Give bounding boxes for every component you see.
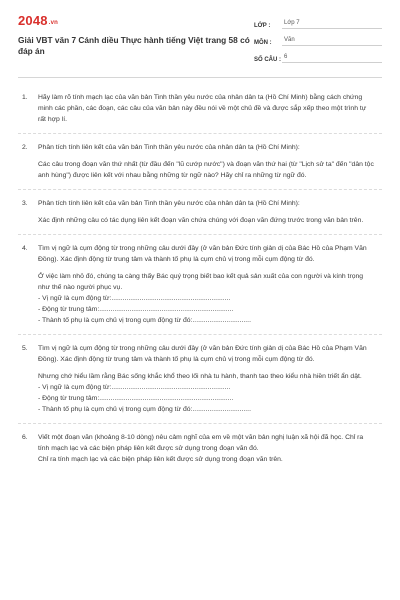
answer-line: - Vị ngữ là cụm động từ:............................................................... [38,384,231,391]
meta-value: 6 [282,53,382,63]
question-subtext: Các câu trong đoạn văn thứ nhất (từ đầu đến "lũ cướp nước") và đoạn văn thứ hai (từ "Lịch sử ta" đến "dân tộc anh hùng") được liên kết với nhau bằng những từ ngữ nào? Hãy chỉ ra những từ ngữ đó. [38,161,374,179]
question-separator [18,423,382,424]
site-logo[interactable] [18,14,250,30]
question-text: Phân tích tính liên kết của văn bản Tinh thần yêu nước của nhân dân ta (Hồ Chí Minh): [38,200,300,207]
question-number: 6. [22,434,28,441]
question-number: 2. [22,144,28,151]
question-text: Hãy làm rõ tính mạch lạc của văn bản Tinh thần yêu nước của nhân dân ta (Hồ Chí Minh) bằng cách chứng minh các phần, các đoạn, các câu của văn bản này đều nói về một chủ đề và được sắp xếp theo một trình tự rất hợp lí. [38,94,367,123]
answer-line: - Động từ trung tâm:....................................................................... [38,395,234,402]
meta-label: MÔN : [254,40,272,46]
question-4 [18,243,382,326]
question-tail: Chỉ ra tính mạch lạc và các biện pháp liên kết được sử dụng trong đoạn văn trên. [38,456,283,463]
question-number: 5. [22,345,28,352]
meta-row-subject [254,33,382,46]
meta-value: Lớp 7 [282,19,382,29]
meta-row-grade [254,16,382,29]
question-subtext: Nhưng chớ hiểu lầm rằng Bác sống khắc khổ theo lối nhà tu hành, thanh tao theo kiểu nhà hiền triết ẩn dật. [38,373,362,380]
meta-info [254,16,382,67]
document-title: Giải VBT văn 7 Cánh diều Thực hành tiếng Việt trang 58 có đáp án [18,35,250,56]
question-number: 3. [22,200,28,207]
question-text: Viết một đoạn văn (khoảng 8-10 dòng) nêu cảm nghĩ của em về một văn bản nghị luận xã hội đã học. Chỉ ra tính mạch lạc và các biện pháp liên kết được sử dụng trong đoạn văn đó. [38,434,364,452]
question-3 [18,198,382,226]
question-separator [18,133,382,134]
question-6 [18,432,382,465]
meta-label: LỚP : [254,23,271,29]
meta-label: SỐ CÂU : [254,57,281,63]
header-left [18,14,250,67]
meta-value: Văn [282,36,382,46]
answer-line: - Thành tố phụ là cụm chủ vị trong cụm động từ đó:............................... [38,406,251,413]
question-1 [18,92,382,125]
question-subtext: Xác định những câu có tác dụng liên kết đoạn văn chứa chúng với đoạn văn đứng trước trong văn bản trên. [38,217,364,224]
question-separator [18,334,382,335]
question-text: Tìm vị ngữ là cụm động từ trong những câu dưới đây (ở văn bản Đức tính giản dị của Bác Hồ của Phạm Văn Đồng). Xác định động từ trung tâm và thành tố phụ là cụm chủ vị trong mỗi cụm động từ đó. [38,345,367,363]
question-subtext: Ở việc làm nhỏ đó, chúng ta càng thấy Bác quý trọng biết bao kết quả sản xuất của con người và kính trọng như thế nào người phục vụ. [38,273,364,291]
question-text: Phân tích tính liên kết của văn bản Tinh thần yêu nước của nhân dân ta (Hồ Chí Minh): [38,144,300,151]
question-text: Tìm vị ngữ là cụm động từ trong những câu dưới đây (ở văn bản Đức tính giản dị của Bác Hồ của Phạm Văn Đồng). Xác định động từ trung tâm và thành tố phụ là cụm chủ vị trong mỗi cụm động từ đó. [38,245,367,263]
answer-line: - Động từ trung tâm:....................................................................... [38,306,234,313]
answer-line: - Vị ngữ là cụm động từ:............................................................... [38,295,231,302]
answer-line: - Thành tố phụ là cụm chủ vị trong cụm động từ đó:............................... [38,317,251,324]
question-number: 1. [22,94,28,101]
meta-row-count [254,50,382,63]
question-number: 4. [22,245,28,252]
question-separator [18,189,382,190]
logo-suffix: .vn [48,20,59,26]
logo-text: 2048 [18,13,48,28]
header [18,14,382,67]
question-separator [18,234,382,235]
question-5 [18,343,382,415]
question-2 [18,142,382,181]
